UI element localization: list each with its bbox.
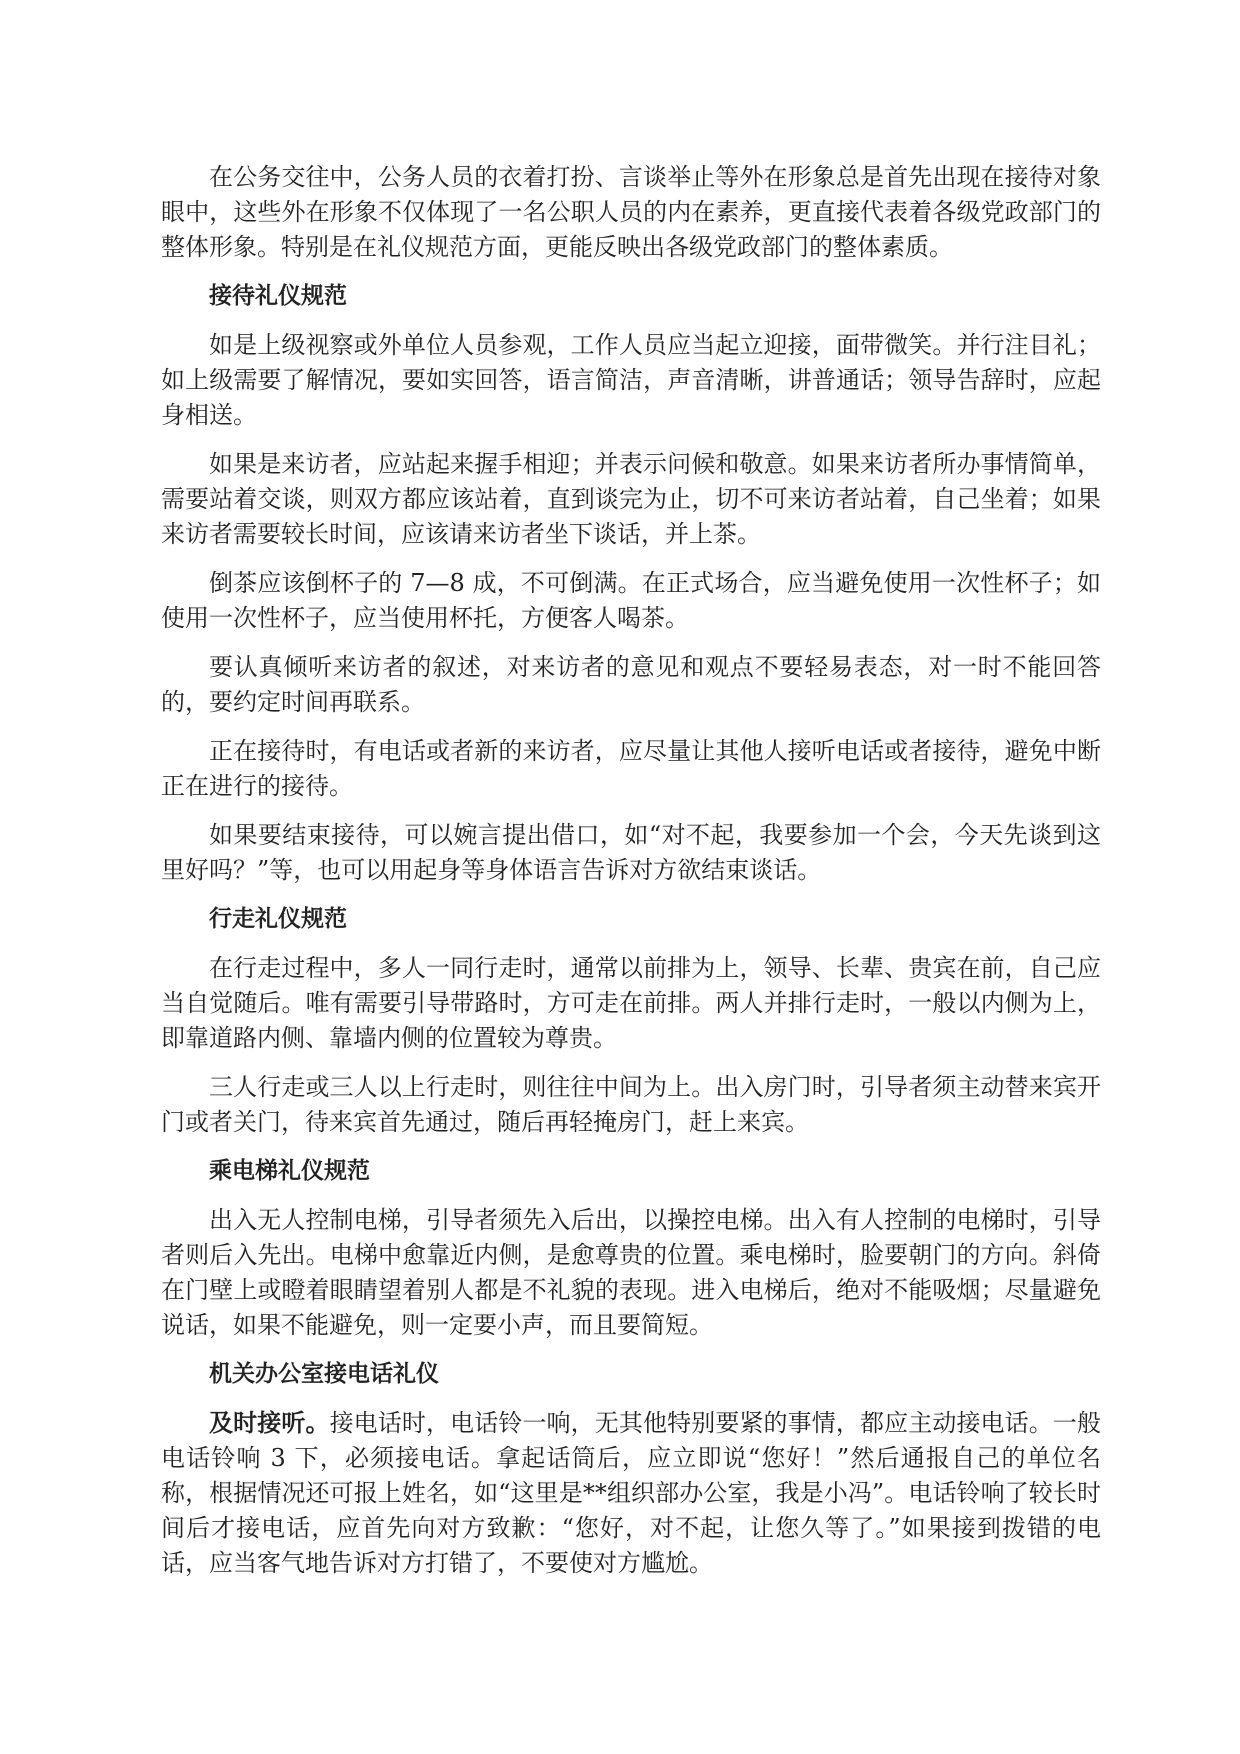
reception-paragraph-4: 要认真倾听来访者的叙述，对来访者的意见和观点不要轻易表态，对一时不能回答的，要约定时间再联系。 (161, 653, 1101, 716)
section-heading-walking: 行走礼仪规范 (209, 906, 347, 932)
walking-paragraph-1: 在行走过程中，多人一同行走时，通常以前排为上，领导、长辈、贵宾在前，自己应当自觉随后。唯有需要引导带路时，方可走在前排。两人并排行走时，一般以内侧为上，即靠道路内侧、靠墙内侧的位置较为尊贵。 (161, 954, 1101, 1052)
section-heading-phone: 机关办公室接电话礼仪 (209, 1361, 439, 1387)
elevator-paragraph-1: 出入无人控制电梯，引导者须先入后出，以操控电梯。出入有人控制的电梯时，引导者则后入先出。电梯中愈靠近内侧，是愈尊贵的位置。乘电梯时，脸要朝门的方向。斜倚在门壁上或瞪着眼睛望着别人都是不礼貌的表现。进入电梯后，绝对不能吸烟；尽量避免说话，如果不能避免，则一定要小声，而且要简短。 (161, 1206, 1101, 1339)
section-heading-elevator: 乘电梯礼仪规范 (209, 1158, 370, 1184)
reception-paragraph-5: 正在接待时，有电话或者新的来访者，应尽量让其他人接听电话或者接待，避免中断正在进行的接待。 (161, 737, 1101, 800)
reception-paragraph-3: 倒茶应该倒杯子的 7—8 成，不可倒满。在正式场合，应当避免使用一次性杯子；如使用一次性杯子，应当使用杯托，方便客人喝茶。 (161, 569, 1101, 632)
document-page (161, 160, 1101, 1595)
section-heading-reception: 接待礼仪规范 (209, 283, 347, 309)
intro-paragraph: 在公务交往中，公务人员的衣着打扮、言谈举止等外在形象总是首先出现在接待对象眼中，这些外在形象不仅体现了一名公职人员的内在素养，更直接代表着各级党政部门的整体形象。特别是在礼仪规范方面，更能反映出各级党政部门的整体素质。 (161, 163, 1101, 261)
reception-paragraph-6: 如果要结束接待，可以婉言提出借口，如“对不起，我要参加一个会，今天先谈到这里好吗？”等，也可以用起身等身体语言告诉对方欲结束谈话。 (161, 821, 1101, 884)
reception-paragraph-2: 如果是来访者，应站起来握手相迎；并表示问候和敬意。如果来访者所办事情简单，需要站着交谈，则双方都应该站着，直到谈完为止，切不可来访者站着，自己坐着；如果来访者需要较长时间，应该请来访者坐下谈话，并上茶。 (161, 450, 1101, 548)
reception-paragraph-1: 如是上级视察或外单位人员参观，工作人员应当起立迎接，面带微笑。并行注目礼；如上级需要了解情况，要如实回答，语言简洁，声音清晰，讲普通话；领导告辞时，应起身相送。 (161, 331, 1101, 429)
phone-lead-text: 及时接听。 (209, 1409, 330, 1437)
phone-paragraph-1 (161, 1406, 1101, 1581)
walking-paragraph-2: 三人行走或三人以上行走时，则往往中间为上。出入房门时，引导者须主动替来宾开门或者关门，待来宾首先通过，随后再轻掩房门，赶上来宾。 (161, 1073, 1101, 1136)
phone-paragraph-text: 接电话时，电话铃一响，无其他特别要紧的事情，都应主动接电话。一般电话铃响 3 下，必须接电话。拿起话筒后，应立即说“您好！”然后通报自己的单位名称，根据情况还可报上姓名，如“这里是**组织部办公室，我是小冯”。电话铃响了较长时间后才接电话，应首先向对方致歉：“您好，对不起，让您久等了。”如果接到拨错的电话，应当客气地告诉对方打错了，不要使对方尴尬。 (161, 1409, 1102, 1577)
